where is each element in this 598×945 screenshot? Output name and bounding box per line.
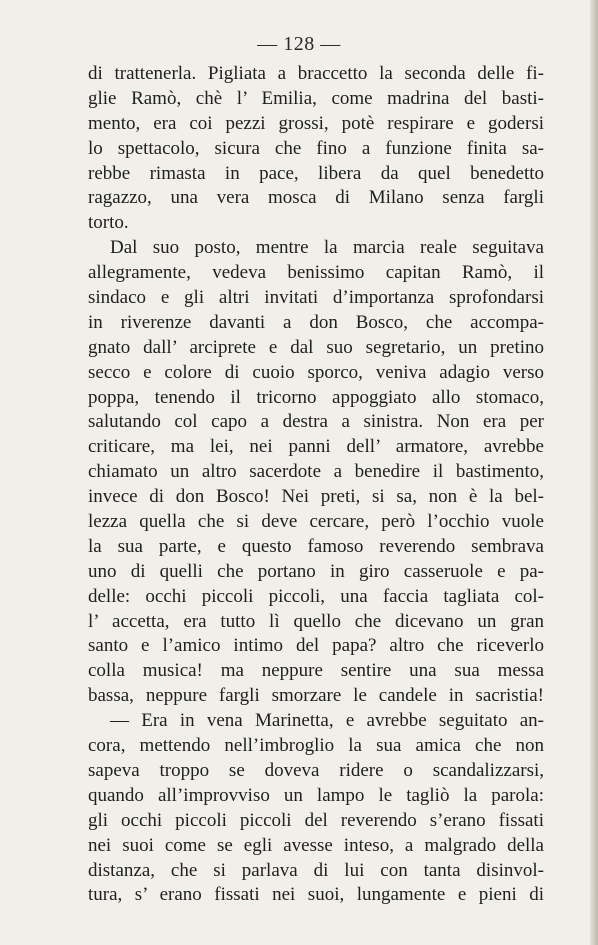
- text-line: criticare, ma lei, nei panni dell’ armatore, avrebbe: [88, 436, 544, 458]
- text-line: chiamato un altro sacerdote a benedire il bastimento,: [88, 461, 544, 483]
- text-line: torto.: [88, 212, 129, 234]
- text-line: la sua parte, e questo famoso reverendo sembrava: [88, 535, 544, 557]
- text-line: l’ accetta, era tutto lì quello che dicevano un gran: [88, 610, 544, 632]
- text-line: delle: occhi piccoli piccoli, una faccia tagliata col-: [88, 585, 544, 607]
- text-line: poppa, tenendo il tricorno appoggiato allo stomaco,: [88, 386, 544, 408]
- text-line: quando all’improvviso un lampo le tagliò la parola:: [88, 784, 544, 806]
- page-number: — 128 —: [257, 33, 341, 55]
- text-line: sapeva troppo se doveva ridere o scandalizzarsi,: [88, 759, 544, 781]
- body-text: [88, 62, 544, 908]
- text-line: nei suoi come se egli avesse inteso, a malgrado della: [88, 834, 544, 856]
- text-line: lezza quella che si deve cercare, però l’occhio vuole: [88, 511, 544, 533]
- text-line: cora, mettendo nell’imbroglio la sua amica che non: [88, 735, 544, 757]
- text-line: uno di quelli che portano in giro casseruole e pa-: [88, 560, 544, 582]
- page-edge-shadow: [590, 0, 598, 945]
- text-line: glie Ramò, chè l’ Emilia, come madrina del basti-: [88, 87, 544, 109]
- text-line: santo e l’amico intimo del papa? altro che riceverlo: [88, 635, 544, 657]
- text-line: rebbe rimasta in pace, libera da quel benedetto: [88, 162, 544, 184]
- text-line: allegramente, vedeva benissimo capitan Ramò, il: [88, 262, 544, 284]
- text-line: invece di don Bosco! Nei preti, si sa, non è la bel-: [88, 486, 544, 508]
- text-line: sindaco e gli altri invitati d’importanza sprofondarsi: [88, 287, 544, 309]
- text-line: distanza, che si parlava di lui con tanta disinvol-: [88, 859, 544, 881]
- text-line: gli occhi piccoli piccoli del reverendo s’erano fissati: [88, 809, 544, 831]
- text-line: gnato dall’ arciprete e dal suo segretario, un pretino: [88, 336, 544, 358]
- text-line: mento, era coi pezzi grossi, potè respirare e godersi: [88, 112, 544, 134]
- text-line: Dal suo posto, mentre la marcia reale seguitava: [110, 237, 544, 259]
- text-line: tura, s’ erano fissati nei suoi, lungamente e pieni di: [88, 884, 544, 906]
- text-line: — Era in vena Marinetta, e avrebbe seguitato an-: [110, 710, 544, 732]
- text-line: in riverenze davanti a don Bosco, che accompa-: [88, 311, 544, 333]
- text-line: lo spettacolo, sicura che fino a funzione finita sa-: [88, 137, 544, 159]
- text-line: salutando col capo a destra a sinistra. Non era per: [88, 411, 544, 433]
- text-line: bassa, neppure fargli smorzare le candele in sacristia!: [88, 685, 544, 707]
- text-line: colla musica! ma neppure sentire una sua messa: [88, 660, 544, 682]
- text-line: ragazzo, una vera mosca di Milano senza fargli: [88, 187, 544, 209]
- text-line: secco e colore di cuoio sporco, veniva adagio verso: [88, 361, 544, 383]
- text-line: di trattenerla. Pigliata a braccetto la seconda delle fi-: [88, 63, 544, 84]
